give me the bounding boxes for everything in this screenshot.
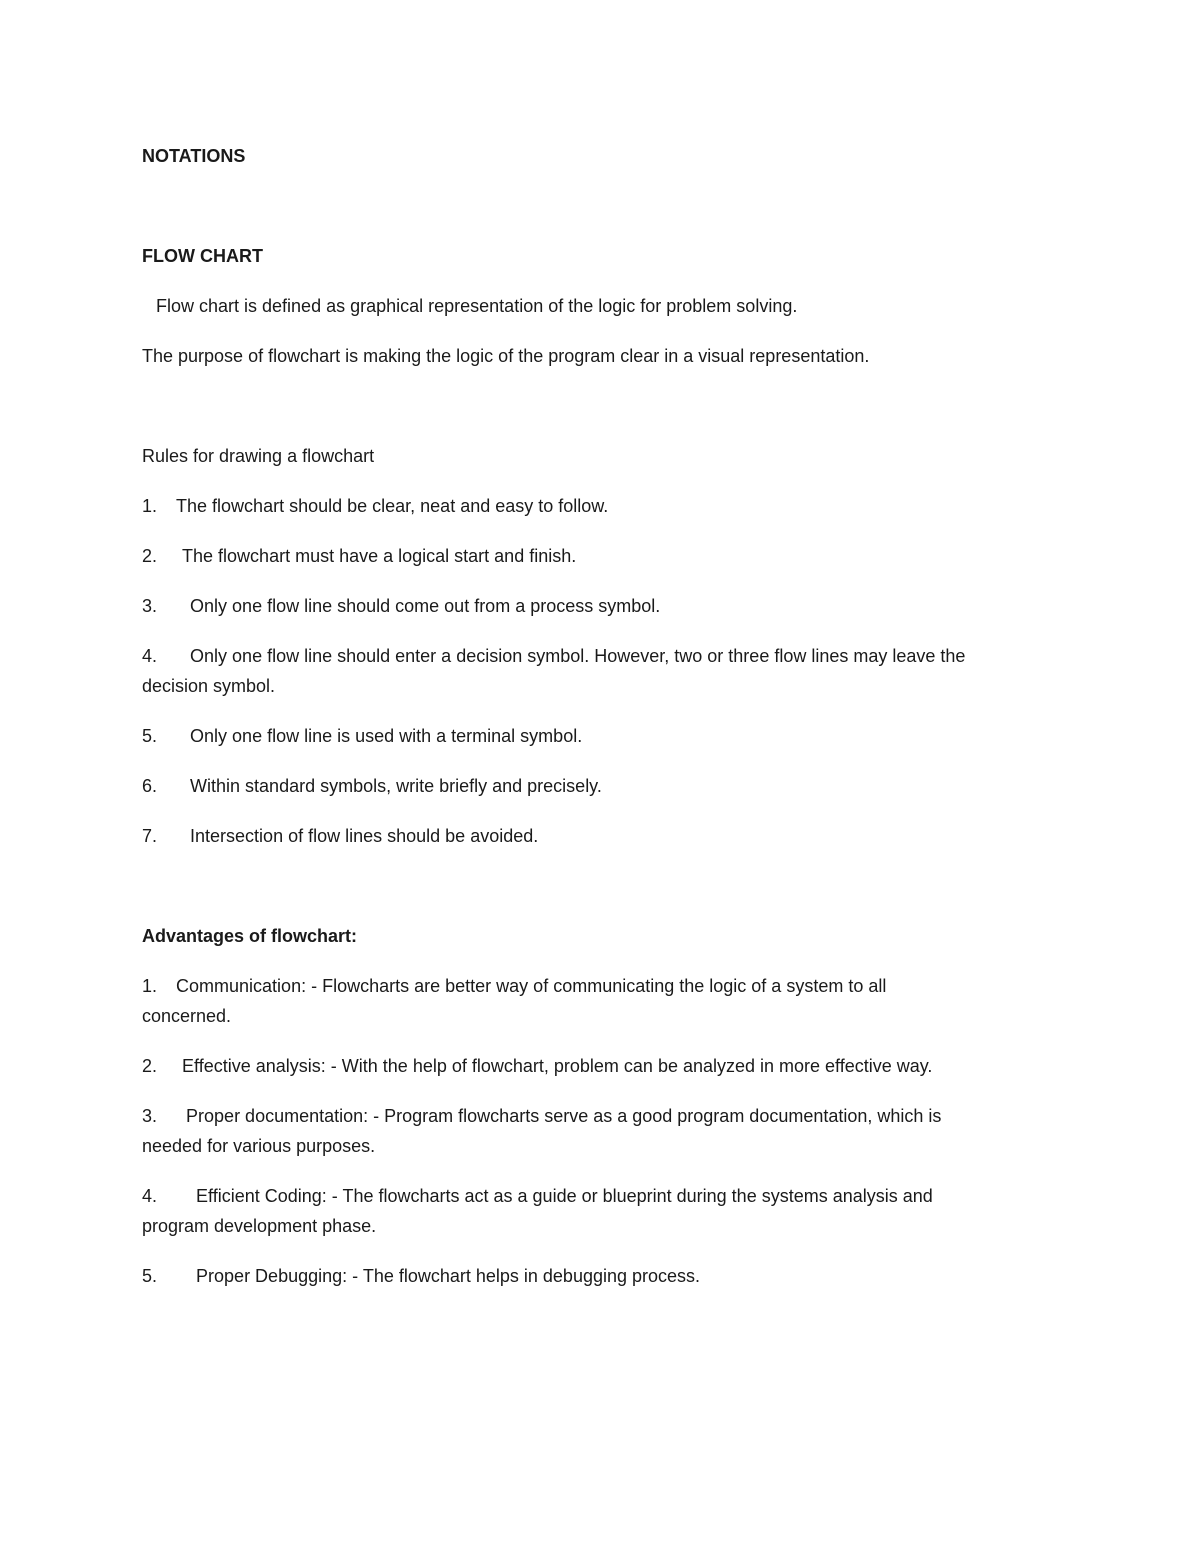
advantage-item xyxy=(142,1101,941,1131)
advantage-text: - The flowchart helps in debugging process. xyxy=(352,1266,701,1286)
advantage-item xyxy=(142,1261,700,1291)
advantage-number: 3. xyxy=(142,1106,158,1126)
rule-item xyxy=(142,541,576,571)
advantage-text: - Flowcharts are better way of communicating the logic of a system to all xyxy=(311,976,887,996)
definition-paragraph: Flow chart is defined as graphical representation of the logic for problem solving. xyxy=(156,296,798,316)
rule-item xyxy=(142,491,608,521)
advantage-label: Effective analysis: xyxy=(182,1056,326,1076)
advantage-label: Efficient Coding: xyxy=(196,1186,327,1206)
rule-text: The flowchart must have a logical start and finish. xyxy=(182,546,577,566)
rule-text: Only one flow line should enter a decision symbol. However, two or three flow lines may leave the xyxy=(190,646,966,666)
advantage-text: - Program flowcharts serve as a good program documentation, which is xyxy=(373,1106,942,1126)
rule-item xyxy=(142,721,582,751)
rule-text: Only one flow line should come out from a process symbol. xyxy=(190,596,661,616)
advantage-item xyxy=(142,1181,933,1211)
rule-text-continuation: decision symbol. xyxy=(142,676,276,696)
rule-number: 2. xyxy=(142,546,158,566)
rule-item xyxy=(142,771,602,801)
advantage-label: Proper Debugging: xyxy=(196,1266,348,1286)
rule-number: 6. xyxy=(142,776,158,796)
section-heading: FLOW CHART xyxy=(142,246,263,266)
advantage-number: 1. xyxy=(142,976,158,996)
advantage-number: 4. xyxy=(142,1186,158,1206)
rule-text: Only one flow line is used with a terminal symbol. xyxy=(190,726,583,746)
advantage-label: Proper documentation: xyxy=(186,1106,369,1126)
advantage-text: - The flowcharts act as a guide or blueprint during the systems analysis and xyxy=(331,1186,933,1206)
advantage-item xyxy=(142,1051,932,1081)
advantage-item xyxy=(142,971,886,1001)
rule-text: The flowchart should be clear, neat and easy to follow. xyxy=(176,496,609,516)
rule-number: 5. xyxy=(142,726,158,746)
rule-item xyxy=(142,641,965,671)
rule-number: 3. xyxy=(142,596,158,616)
advantage-label: Communication: xyxy=(176,976,307,996)
advantage-text-continuation: concerned. xyxy=(142,1006,232,1026)
rule-text: Within standard symbols, write briefly and precisely. xyxy=(190,776,602,796)
advantage-text-continuation: needed for various purposes. xyxy=(142,1136,376,1156)
advantage-number: 5. xyxy=(142,1266,158,1286)
rule-text: Intersection of flow lines should be avoided. xyxy=(190,826,539,846)
document-title: NOTATIONS xyxy=(142,146,246,166)
rule-item xyxy=(142,591,660,621)
advantage-text-continuation: program development phase. xyxy=(142,1216,377,1236)
rule-item xyxy=(142,821,538,851)
advantages-heading: Advantages of flowchart: xyxy=(142,926,358,946)
rules-heading: Rules for drawing a flowchart xyxy=(142,446,375,466)
rule-number: 1. xyxy=(142,496,158,516)
advantage-text: - With the help of flowchart, problem can be analyzed in more effective way. xyxy=(330,1056,933,1076)
rule-number: 7. xyxy=(142,826,158,846)
advantage-number: 2. xyxy=(142,1056,158,1076)
purpose-paragraph: The purpose of flowchart is making the logic of the program clear in a visual representation. xyxy=(142,346,870,366)
rule-number: 4. xyxy=(142,646,158,666)
